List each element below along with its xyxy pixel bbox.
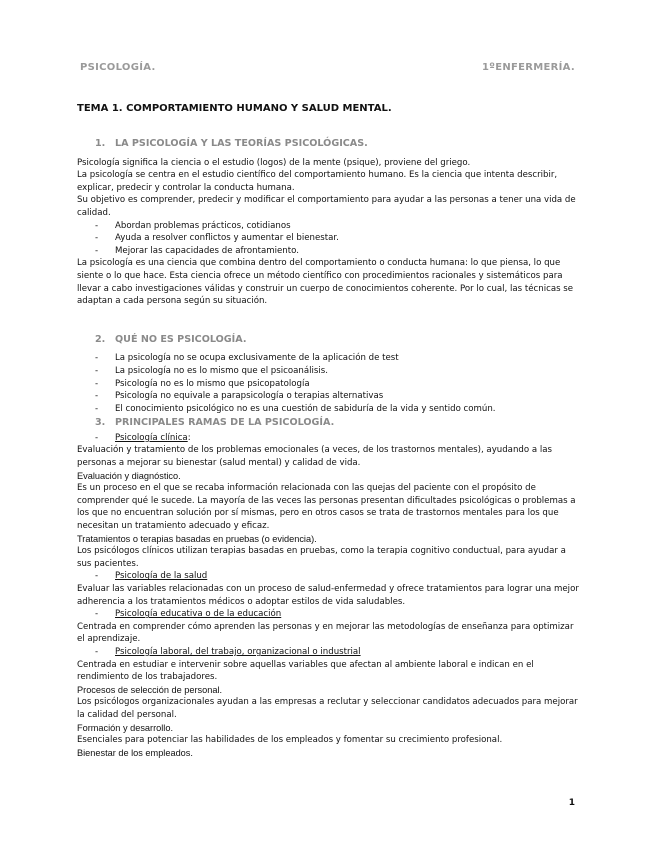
subheading: Bienestar de los empleados. — [77, 747, 193, 758]
header-subject: PSICOLOGÍA. — [80, 62, 156, 73]
header-course: 1ºENFERMERÍA. — [482, 62, 575, 73]
paragraph: La psicología se centra en el estudio científico del comportamiento humano. Es la ciencia que intenta describir, explicar, predecir y controlar la conducta humana. — [77, 170, 558, 193]
paragraph: Centrada en comprender cómo aprenden las personas y en mejorar las metodologías de enseñanza para optimizar el aprendizaje. — [77, 621, 574, 645]
list-item: - Abordan problemas prácticos, cotidianos — [95, 220, 291, 231]
section-heading: 1. LA PSICOLOGÍA Y LAS TEORÍAS PSICOLÓGICAS. — [95, 138, 368, 149]
subheading: Procesos de selección de personal. — [77, 684, 223, 695]
subsection-heading: - Psicología laboral, del trabajo, organizacional o industrial — [95, 646, 361, 657]
subsection-heading: - Psicología educativa o de la educación — [95, 609, 282, 620]
paragraph: La psicología es una ciencia que combina dentro del comportamiento o conducta humana: lo que piensa, lo que siente o lo que hace. Esta ciencia ofrece un método científico con procedimientos racionales y sistemáticos para llevar a cabo investigaciones válidas y construir un cuerpo de conocimientos coherente. Por lo cual, las técnicas se adaptan a cada persona según su situación. — [77, 258, 574, 307]
subheading: Tratamientos o terapias basadas en pruebas (o evidencia). — [77, 533, 317, 544]
subheading: Formación y desarrollo. — [77, 722, 173, 733]
list-item: - Psicología no equivale a parapsicología o terapias alternativas — [95, 391, 384, 402]
paragraph: Los psicólogos clínicos utilizan terapias basadas en pruebas, como la terapia cognitivo conductual, para ayudar a sus pacientes. — [77, 546, 566, 569]
paragraph: Evaluar las variables relacionadas con un proceso de salud-enfermedad y ofrece tratamientos para lograr una mejor adherencia a los tratamientos médicos o adoptar estilos de vida saludables. — [77, 584, 579, 607]
paragraph: Esenciales para potenciar las habilidades de los empleados y fomentar su crecimiento profesional. — [77, 735, 503, 746]
list-item: - Mejorar las capacidades de afrontamiento. — [95, 245, 299, 256]
subheading: Evaluación y diagnóstico. — [77, 470, 181, 481]
section-heading: 2. QUÉ NO ES PSICOLOGÍA. — [95, 333, 247, 345]
list-item: - La psicología no se ocupa exclusivamente de la aplicación de test — [95, 353, 399, 364]
paragraph: Los psicólogos organizacionales ayudan a las empresas a reclutar y seleccionar candidatos adecuados para mejorar la calidad del personal. — [77, 697, 578, 720]
list-item: - Ayuda a resolver conflictos y aumentar el bienestar. — [95, 233, 339, 244]
paragraph: Su objetivo es comprender, predecir y modificar el comportamiento para ayudar a las personas a tener una vida de calidad. — [77, 195, 576, 218]
page-title: TEMA 1. COMPORTAMIENTO HUMANO Y SALUD MENTAL. — [77, 103, 392, 114]
paragraph: Psicología significa la ciencia o el estudio (logos) de la mente (psique), proviene del griego. — [77, 157, 471, 168]
section-heading: 3. PRINCIPALES RAMAS DE LA PSICOLOGÍA. — [95, 417, 335, 429]
document-body — [77, 138, 582, 759]
subsection-heading: - Psicología clínica: — [95, 432, 191, 443]
page-number: 1 — [568, 798, 575, 808]
paragraph: Es un proceso en el que se recaba información relacionada con las quejas del paciente con el propósito de comprender qué le sucede. La mayoría de las veces las personas presentan dificultades psicológicas o problemas a los que no encuentran solución por sí mismas, pero en otros casos se trata de trastornos mentales para los que necesitan un tratamiento adecuado y eficaz. — [77, 483, 576, 532]
paragraph: Centrada en estudiar e intervenir sobre aquellas variables que afectan al ambiente laboral e indican en el rendimiento de los trabajadores. — [77, 659, 534, 683]
list-item: - La psicología no es lo mismo que el psicoanálisis. — [95, 365, 328, 376]
list-item: - Psicología no es lo mismo que psicopatología — [95, 378, 310, 389]
subsection-heading: - Psicología de la salud — [95, 571, 208, 582]
paragraph: Evaluación y tratamiento de los problemas emocionales (a veces, de los trastornos mentales), ayudando a las personas a mejorar su bienestar (salud mental) y calidad de vida. — [77, 445, 552, 469]
list-item: - El conocimiento psicológico no es una cuestión de sabiduría de la vida y sentido común. — [95, 403, 496, 414]
